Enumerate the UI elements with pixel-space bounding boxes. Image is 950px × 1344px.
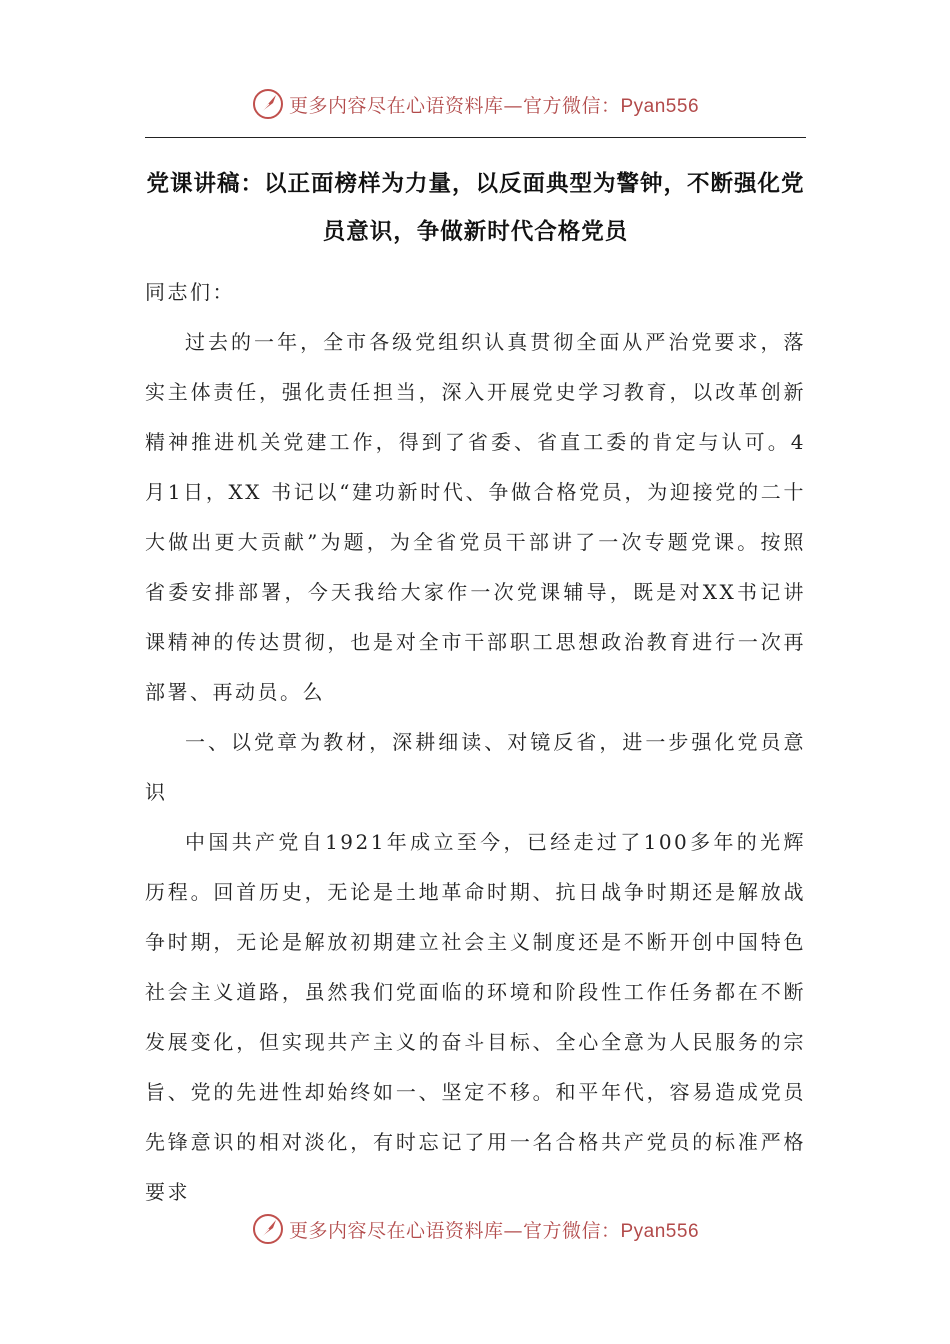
paragraph: 过去的一年，全市各级党组织认真贯彻全面从严治党要求，落实主体责任，强化责任担当，深入开展党史学习教育，以改革创新精神推进机关党建工作，得到了省委、省直工委的肯定与认可。4月1日，XX 书记以“建功新时代、争做合格党员，为迎接党的二十大做出更大贡献”为题，为全省党员干部讲了一次专题党课。按照省委安排部署，今天我给大家作一次党课辅导，既是对XX书记讲课精神的传达贯彻，也是对全市干部职工思想政治教育进行一次再部署、再动员。么	[145, 330, 806, 704]
quill-logo-icon	[251, 1212, 285, 1246]
watermark-banner-top	[0, 84, 950, 124]
salutation: 同志们：	[145, 280, 235, 304]
document-title: 党课讲稿：以正面榜样为力量，以反面典型为警钟，不断强化党员意识，争做新时代合格党员	[146, 171, 805, 245]
watermark-text: 更多内容尽在心语资料库—官方微信：Pyan556	[288, 1219, 700, 1242]
document-body	[145, 267, 806, 1217]
header-divider	[145, 137, 806, 138]
quill-logo-icon	[251, 87, 285, 121]
watermark-banner-bottom	[0, 1209, 950, 1249]
section-heading: 一、以党章为教材，深耕细读、对镜反省，进一步强化党员意识	[145, 730, 806, 804]
paragraph: 中国共产党自1921年成立至今，已经走过了100多年的光辉历程。回首历史，无论是土地革命时期、抗日战争时期还是解放战争时期，无论是解放初期建立社会主义制度还是不断开创中国特色社会主义道路，虽然我们党面临的环境和阶段性工作任务都在不断发展变化，但实现共产主义的奋斗目标、全心全意为人民服务的宗旨、党的先进性却始终如一、坚定不移。和平年代，容易造成党员先锋意识的相对淡化，有时忘记了用一名合格共产党员的标准严格要求	[145, 830, 806, 1204]
watermark-text: 更多内容尽在心语资料库—官方微信：Pyan556	[288, 94, 700, 117]
